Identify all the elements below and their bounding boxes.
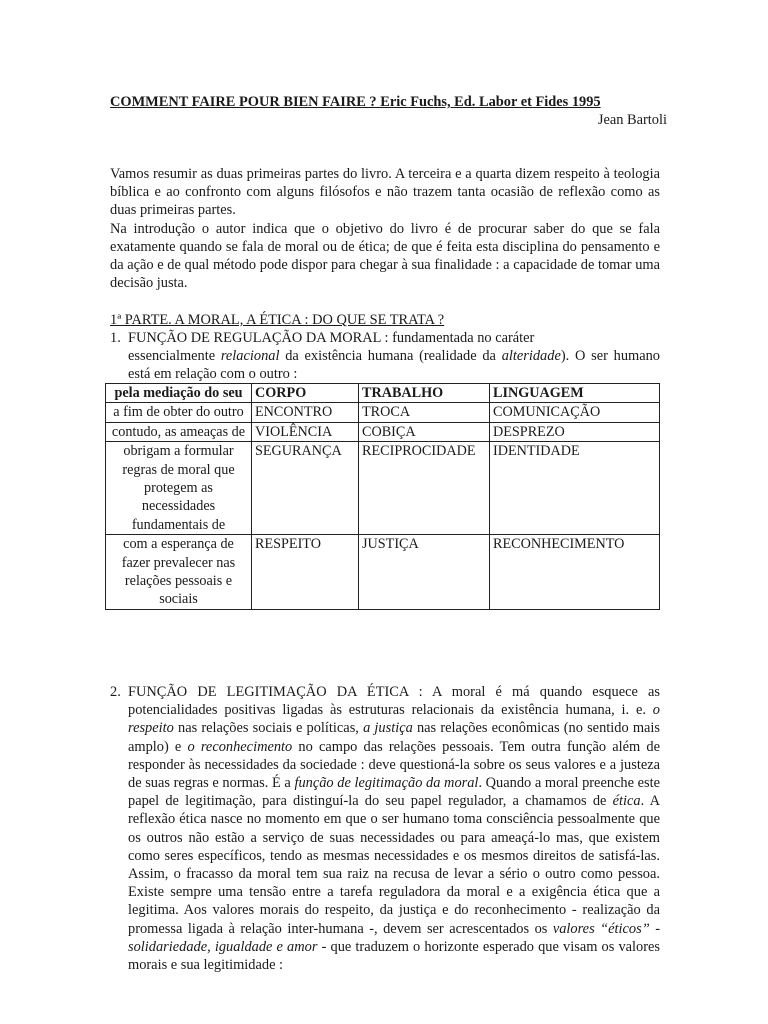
morality-table [105,383,660,610]
section-1-text-b: da existência humana (realidade da [279,348,502,365]
table-cell: RECIPROCIDADE [359,442,490,535]
author-name: Jean Bartoli [597,112,667,128]
section-1-number: 1. [110,330,121,346]
table-cell: TROCA [359,403,490,422]
section-2-legitimation [110,683,660,974]
table-header-cell: CORPO [252,384,359,403]
section-2-text-g: - que traduzem o horizonte esperado que visam os valores morais e sua legitimidade : [128,938,660,974]
section-2-italic-justica: a justiça [363,720,413,737]
table-header-cell: TRABALHO [359,384,490,403]
intro-paragraph-1: Vamos resumir as duas primeiras partes do livro. A terceira e a quarta dizem respeito à teologia bíblica e ao confronto com alguns filósofos e não trazem tanta ocasião de reflexão como as duas primeiras partes. [110,166,660,219]
table-cell: JUSTIÇA [359,535,490,610]
table-header-row [106,384,660,403]
table-cell: RECONHECIMENTO [490,535,660,610]
table-header-cell: pela mediação do seu [106,384,252,403]
section-2-italic-reconhecimento: o reconhecimento [187,738,293,755]
section-1-text [128,347,660,383]
section-1-lead-text: FUNÇÃO DE REGULAÇÃO DA MORAL : fundamentada no caráter [128,330,535,346]
section-2-text-a: FUNÇÃO DE LEGITIMAÇÃO DA ÉTICA : A moral é má quando esquece as potencialidades positivas ligadas às estruturas relacionais da existência humana, i. e. [128,684,660,719]
table-cell: COBIÇA [359,422,490,441]
section-2-text-c: nas relações econômicas (no sentido mais amplo) e [128,720,660,755]
section-2-italic-valores: valores “éticos” - solidariedade, igualdade e amor [128,920,660,955]
table-row [106,442,660,535]
table-cell: VIOLÊNCIA [252,422,359,441]
table-cell: IDENTIDADE [490,442,660,535]
section-2-body [128,683,660,974]
section-2-italic-respeito: o respeito [128,702,660,737]
introduction [110,165,660,292]
section-1-lead [128,329,660,347]
section-2-text-f: . A reflexão ética nasce no momento em que o ser humano toma consciência pessoalmente que os outros não estão a serviço de suas necessidades ou para ameaçá-lo mas, que existem como seres específicos, tendo as mesmas necessidades e os mesmos direitos de satisfá-las. Assim, o fracasso da moral tem sua raiz na recusa de levar a sério o outro como pessoa. Existe sempre uma tensão entre a tarefa reguladora da moral e a exigência ética que a legitima. Aos valores morais do respeito, da justiça e do reconhecimento - realização da promessa ligada à relação inter-humana -, devem ser acrescentados os [128,793,660,937]
intro-paragraph-2: Na introdução o autor indica que o objetivo do livro é de procurar saber do que se fala exatamente quando se fala de moral ou de ética; de que é feita esta disciplina do pensamento e da ação e de qual método pode dispor para chegar à sua finalidade : a capacidade de tomar uma decisão justa. [110,220,660,292]
part-1-heading: 1ª PARTE. A MORAL, A ÉTICA : DO QUE SE TRATA ? [110,312,445,328]
section-2-text-e: . Quando a moral preenche este papel de legitimação, para distinguí-la do seu papel regulador, a chamamos de [128,775,660,810]
section-1-text-c: ). O ser humano está em relação com o outro : [128,348,660,383]
table-cell: DESPREZO [490,422,660,441]
section-2-text-b: nas relações sociais e políticas, [173,720,364,737]
table-cell: RESPEITO [252,535,359,610]
section-1-italic-alteridade: alteridade [501,348,561,365]
table-cell: com a esperança de fazer prevalecer nas relações pessoais e sociais [106,535,252,610]
table-cell: contudo, as ameaças de [106,422,252,441]
section-2-italic-funcao: função de legitimação da moral [294,775,479,792]
section-2-number: 2. [110,684,121,700]
section-1-regulation [110,329,660,384]
section-1-text-a: essencialmente [128,348,221,365]
table-row [106,422,660,441]
table-row [106,535,660,610]
table-row [106,403,660,422]
section-1-body [128,329,660,384]
section-2-italic-etica: ética [612,793,641,810]
section-1-italic-relacional: relacional [220,348,280,365]
document-title: COMMENT FAIRE POUR BIEN FAIRE ? Eric Fuchs, Ed. Labor et Fides 1995 [110,94,601,110]
section-2-text-d: no campo das relações pessoais. Tem outra função além de responder às necessidades da sociedade : deve questioná-la sobre os seus valores e a justeza de suas regras e normas. É a [128,738,660,792]
table-header-cell: LINGUAGEM [490,384,660,403]
table-cell: COMUNICAÇÃO [490,403,660,422]
table-cell: a fim de obter do outro [106,403,252,422]
table-cell: ENCONTRO [252,403,359,422]
table-cell: SEGURANÇA [252,442,359,535]
table-cell: obrigam a formular regras de moral que protegem as necessidades fundamentais de [106,442,252,535]
